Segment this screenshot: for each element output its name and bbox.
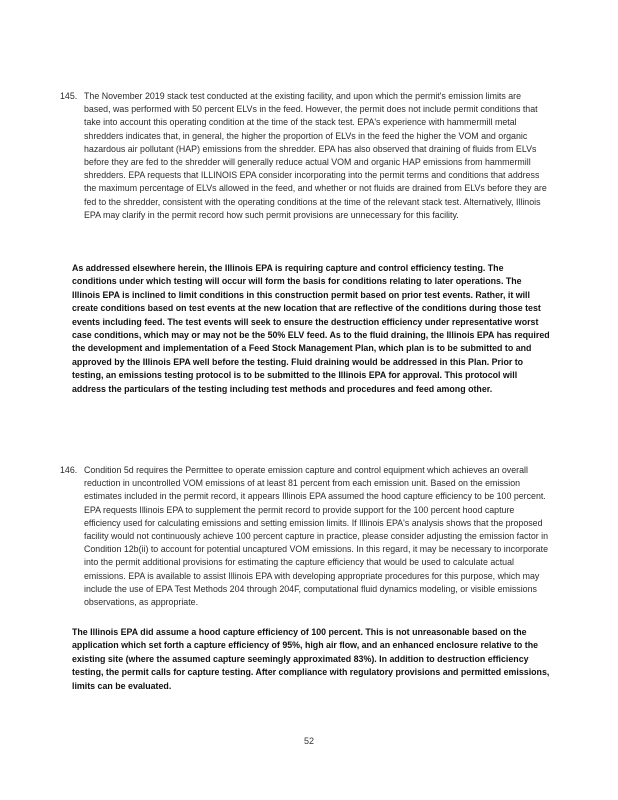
comment-text: Condition 5d requires the Permittee to operate emission capture and control equipment which achieves an overall reduction in uncontrolled VOM emissions of at least 81 percent from each emission unit. Based on the emission estimates included in the permit record, it appears Illinois EPA assumed the hood capture efficiency to be 100 percent. EPA requests Illinois EPA to supplement the permit record to provide support for the 100 percent hood capture efficiency used for calculating emissions and setting emission limits. If Illinois EPA's analysis shows that the proposed facility would not continuously achieve 100 percent capture in practice, please consider adjusting the emission factor in Condition 12b(ii) to account for potential uncaptured VOM emissions. In this regard, it may be necessary to incorporate into the permit additional provisions for estimating the capture efficiency that would be used to calculate actual emissions. EPA is available to assist Illinois EPA with developing appropriate procedures for this purpose, which may include the use of EPA Test Methods 204 through 204F, computational fluid dynamics modeling, or visible emissions observations, as appropriate. (84, 465, 549, 608)
comment-number: 146. (60, 465, 78, 475)
comment-text: The November 2019 stack test conducted at the existing facility, and upon which the permit's emission limits are based, was performed with 50 percent ELVs in the feed. However, the permit does not include permit conditions that take into account this operating condition at the time of the stack test. EPA's experience with hammermill metal shredders indicates that, in general, the higher the proportion of ELVs in the feed the higher the VOM and organic hazardous air pollutant (HAP) emissions from the shredder. EPA has also observed that draining of fluids from ELVs before they are fed to the shredder will generally reduce actual VOM and organic HAP emissions from hammermill shredders. EPA requests that ILLINOIS EPA consider incorporating into the permit terms and conditions that address the maximum percentage of ELVs allowed in the feed, and whether or not fluids are drained from ELVs before they are fed to the shredder, consistent with the operating conditions at the time of the relevant stack test. Alternatively, Illinois EPA may clarify in the permit record how such permit provisions are unnecessary for this facility. (84, 91, 547, 220)
comment-number: 145. (60, 91, 78, 101)
response-146: The Illinois EPA did assume a hood capture efficiency of 100 percent. This is not unreasonable based on the application which set forth a capture efficiency of 95%, high air flow, and an enhanced enclosure relative to the existing site (where the assumed capture seemingly approximated 83%). In addition to destruction efficiency testing, the permit calls for capture testing. After compliance with regulatory provisions and permitted emissions, limits can be evaluated. (72, 627, 550, 691)
comment-145 (60, 90, 550, 222)
comment-146 (60, 464, 550, 609)
response-145: As addressed elsewhere herein, the Illinois EPA is requiring capture and control efficiency testing. The conditions under which testing will occur will form the basis for conditions relating to later operations. The Illinois EPA is inclined to limit conditions in this construction permit based on prior test events. Rather, it will create conditions based on test events at the new location that are reflective of the conditions during those test events including feed. The test events will seek to ensure the destruction efficiency under representative worst case conditions, which may or may not be the 50% ELV feed. As to the fluid draining, the Illinois EPA has required the development and implementation of a Feed Stock Management Plan, which plan is to be submitted to and approved by the Illinois EPA well before the testing. Fluid draining would be addressed in this Plan. Prior to testing, an emissions testing protocol is to be submitted to the Illinois EPA for approval. This protocol will address the particulars of the testing including test methods and procedures and feed among other. (72, 263, 550, 394)
page-number: 52 (303, 736, 314, 746)
